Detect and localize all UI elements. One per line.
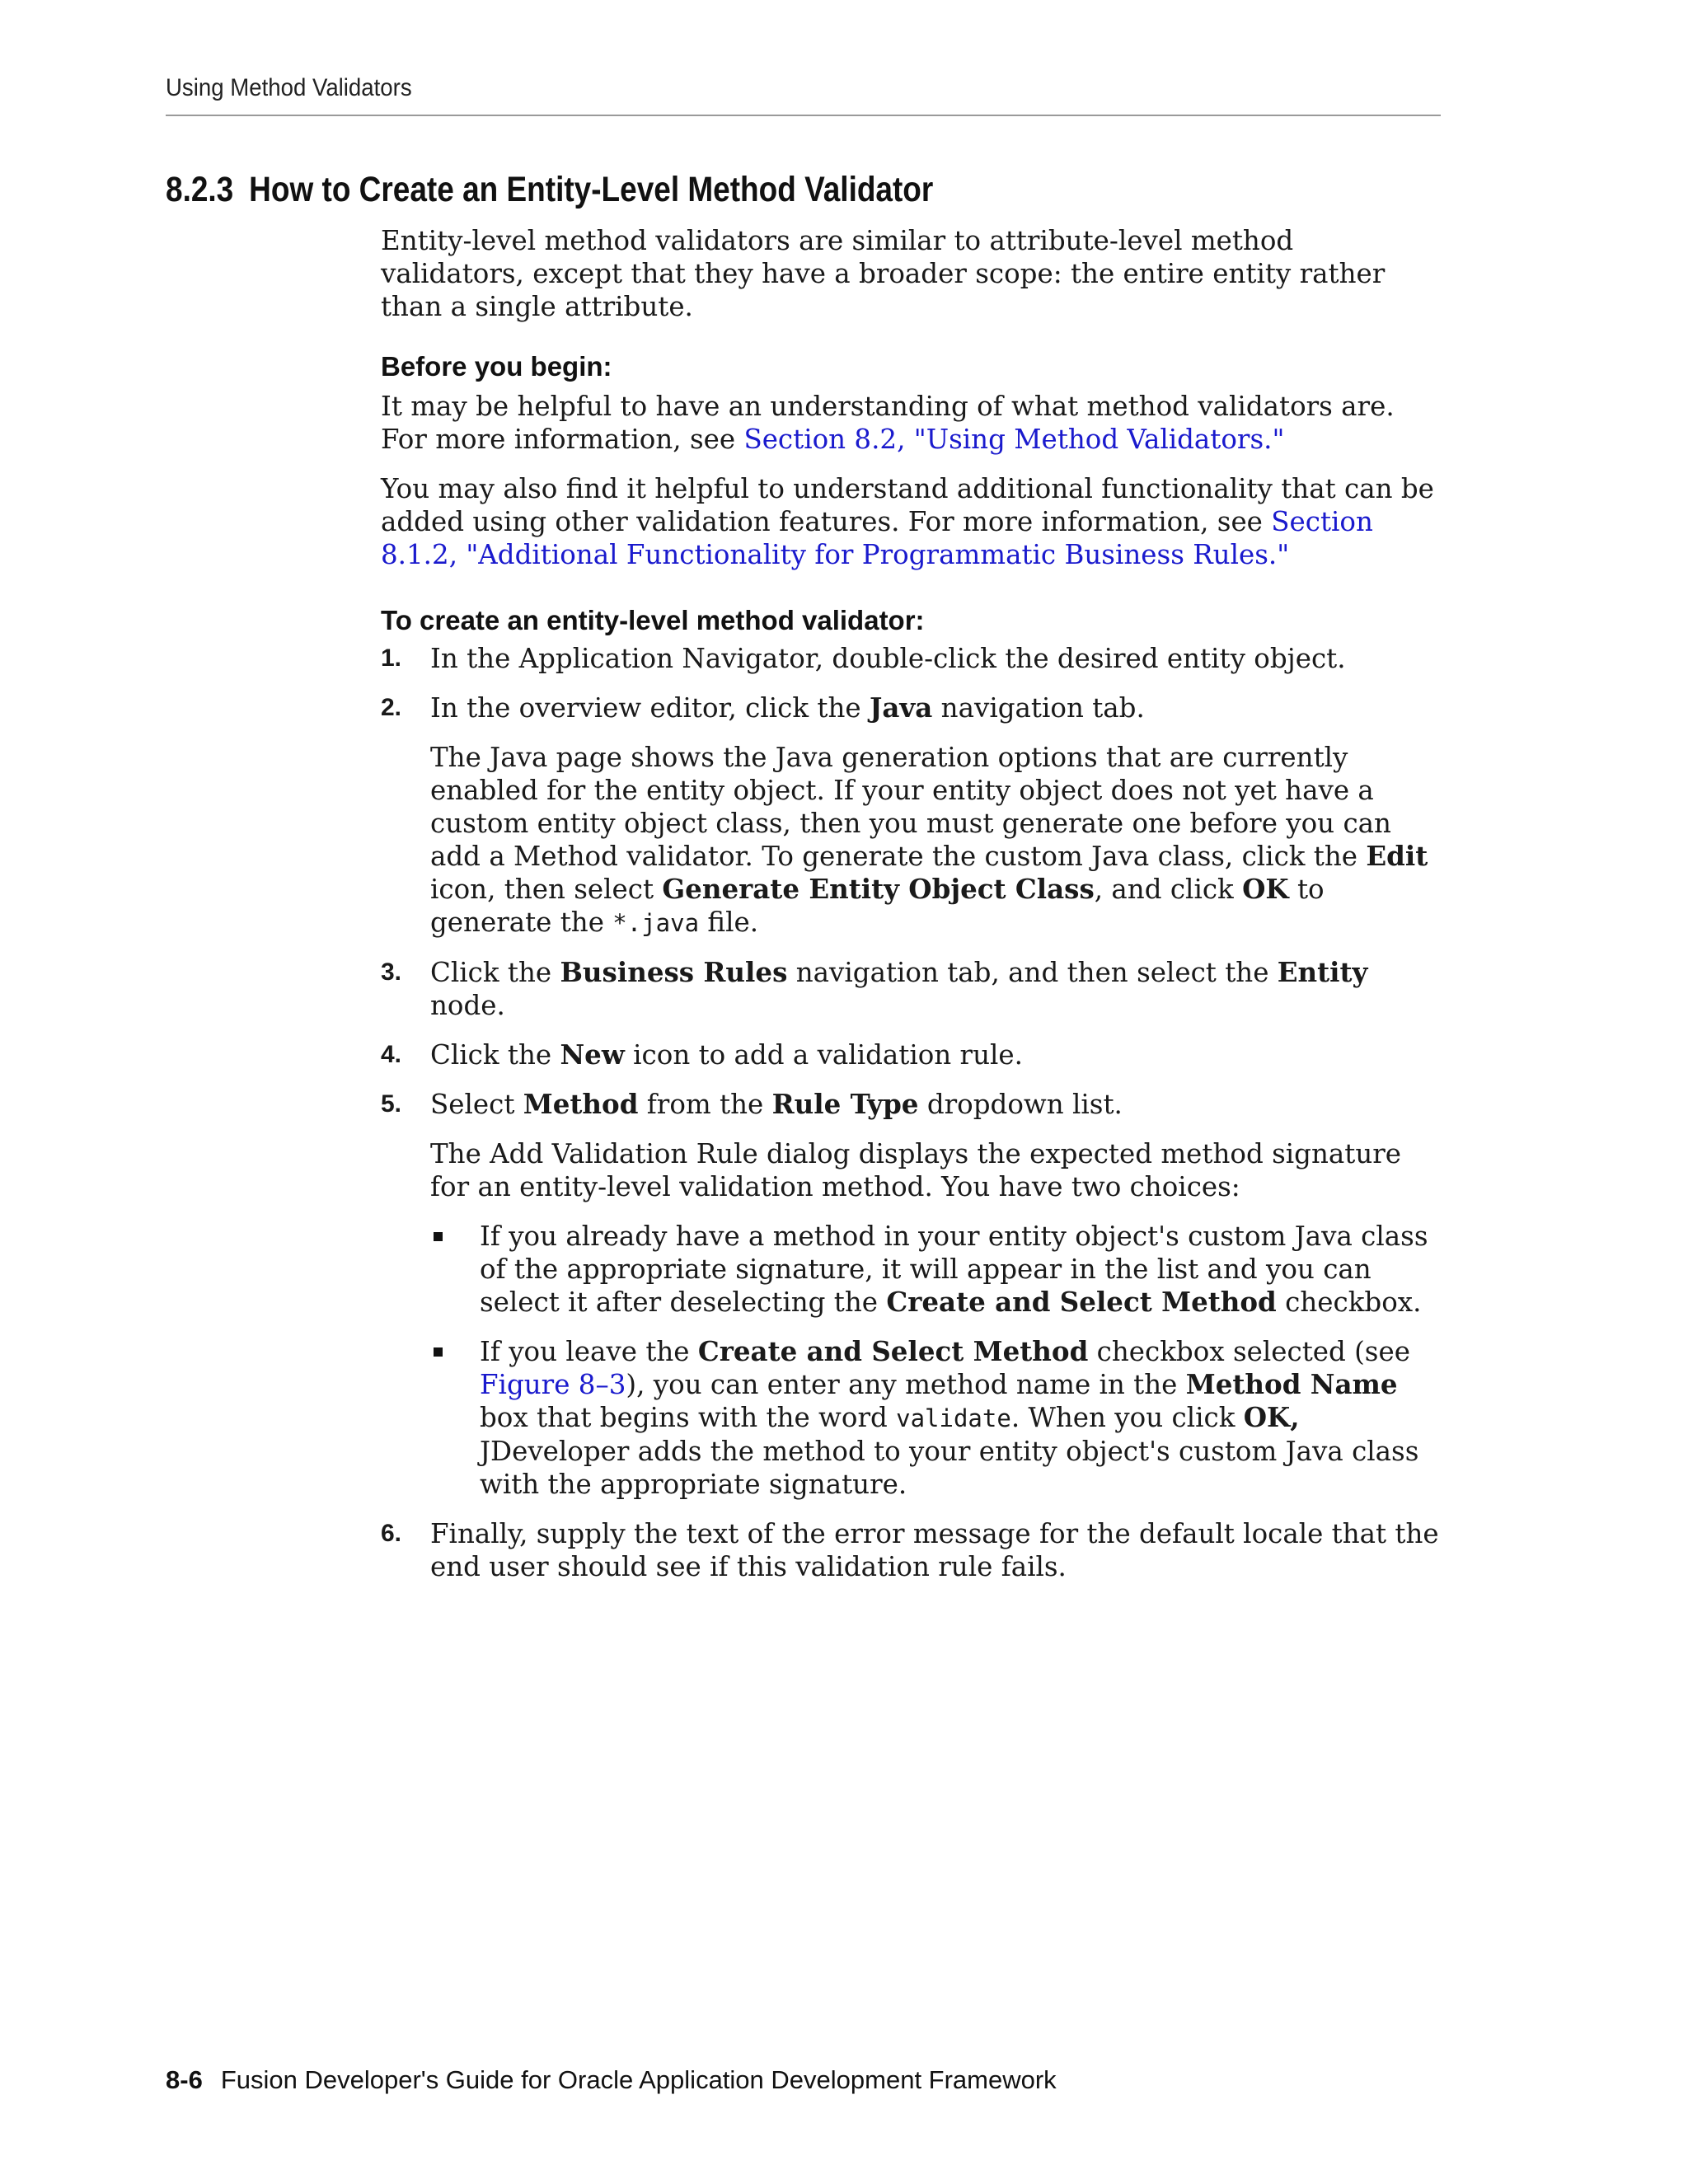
code-java-file: *.java: [612, 909, 700, 937]
text-run: Click the: [430, 957, 560, 988]
running-header: Using Method Validators: [166, 74, 412, 101]
text-run: dropdown list.: [918, 1089, 1123, 1120]
step-text: In the Application Navigator, double-click the desired entity object.: [430, 643, 1346, 674]
step-text: [430, 691, 1444, 724]
before-paragraph-2: [381, 472, 1444, 571]
ui-term-business-rules: Business Rules: [560, 956, 788, 988]
text-run: checkbox.: [1276, 1286, 1422, 1318]
choice-text: [480, 1220, 1444, 1319]
text-run: box that begins with the word: [480, 1402, 897, 1433]
before-you-begin-heading: Before you begin:: [381, 351, 612, 382]
body-column: [381, 224, 1444, 1583]
text-run: Select: [430, 1089, 523, 1120]
link-section-8-1-2[interactable]: Section 8.1.2, "Additional Functionality for Programmatic Business Rules.": [381, 506, 1373, 570]
link-section-8-2[interactable]: Section 8.2, "Using Method Validators.": [743, 424, 1285, 455]
step-number: 1.: [381, 644, 402, 672]
header-rule: [166, 115, 1441, 116]
text-run: Click the: [430, 1039, 560, 1071]
step-4: [381, 1038, 1444, 1071]
page-number: 8-6: [166, 2065, 203, 2094]
procedure-heading: To create an entity-level method validator:: [381, 605, 925, 635]
procedure-steps: [381, 642, 1444, 1583]
section-title: How to Create an Entity-Level Method Validator: [249, 170, 934, 209]
step-3: [381, 956, 1444, 1022]
text-run: , and click: [1094, 874, 1243, 905]
ui-term-ok: OK,: [1243, 1401, 1300, 1433]
step-1: [381, 642, 1444, 675]
text-run: In the overview editor, click the: [430, 692, 870, 724]
step-2: [381, 691, 1444, 940]
text-run: JDeveloper adds the method to your entity object's custom Java class with the appropriate signature.: [480, 1436, 1419, 1500]
choice-item: [430, 1220, 1444, 1319]
step-number: 2.: [381, 694, 402, 721]
code-validate: validate: [896, 1404, 1011, 1432]
page-footer: [166, 2065, 1057, 2095]
text-run: file.: [699, 907, 759, 938]
ui-term-new: New: [560, 1038, 625, 1071]
ui-term-ok: OK: [1242, 873, 1289, 905]
text-run: navigation tab, and then select the: [787, 957, 1278, 988]
text-run: If you leave the: [480, 1336, 698, 1367]
step-5-detail: The Add Validation Rule dialog displays the expected method signature for an entity-level validation method. You have two choices:: [430, 1138, 1402, 1202]
step-6: [381, 1517, 1444, 1583]
ui-term-rule-type: Rule Type: [771, 1088, 919, 1120]
book-title: Fusion Developer's Guide for Oracle Application Development Framework: [220, 2065, 1057, 2094]
before-paragraph-1: [381, 390, 1444, 456]
ui-term-entity: Entity: [1277, 956, 1368, 988]
ui-term-create-and-select-method: Create and Select Method: [886, 1286, 1277, 1318]
bullet-square-icon: [434, 1232, 443, 1241]
step-text: Finally, supply the text of the error message for the default locale that the end user should see if this validation rule fails.: [430, 1518, 1439, 1582]
text-run: to generate the: [430, 874, 1325, 938]
section-number: 8.2.3: [166, 170, 234, 209]
text-run: icon to add a validation rule.: [624, 1039, 1023, 1071]
step-text: [430, 1038, 1444, 1071]
text-run: checkbox selected (see: [1088, 1336, 1410, 1367]
intro-paragraph: Entity-level method validators are similar to attribute-level method validators, except that they have a broader scope: the entire entity rather than a single attribute.: [381, 225, 1386, 322]
step-number: 3.: [381, 958, 402, 986]
ui-term-method: Method: [523, 1088, 639, 1120]
step-number: 5.: [381, 1090, 402, 1118]
ui-term-java: Java: [869, 691, 933, 724]
text-run: icon, then select: [430, 874, 663, 905]
ui-term-generate-entity-object-class: Generate Entity Object Class: [662, 873, 1095, 905]
choice-item: [430, 1335, 1444, 1501]
step-2-detail: [430, 741, 1444, 940]
section-heading: [166, 170, 933, 210]
text-run: . When you click: [1010, 1402, 1244, 1433]
step-number: 4.: [381, 1041, 402, 1068]
ui-term-method-name: Method Name: [1185, 1368, 1398, 1400]
before-p2-text: You may also find it helpful to understand additional functionality that can be added using other validation features. For more information, see: [381, 473, 1434, 537]
text-run: node.: [430, 990, 505, 1021]
link-figure-8-3[interactable]: Figure 8–3: [480, 1369, 626, 1400]
step-text: [430, 1088, 1444, 1121]
text-run: If you already have a method in your entity object's custom Java class of the appropriate signature, it will appear in the list and you can select it after deselecting the: [480, 1221, 1428, 1318]
text-run: from the: [638, 1089, 772, 1120]
choices-list: [430, 1220, 1444, 1501]
ui-term-edit: Edit: [1366, 840, 1428, 872]
text-run: navigation tab.: [932, 692, 1145, 724]
step-text: [430, 956, 1444, 1022]
before-p1-text: It may be helpful to have an understanding of what method validators are. For more information, see: [381, 391, 1395, 455]
choice-text: [480, 1335, 1444, 1501]
ui-term-create-and-select-method: Create and Select Method: [697, 1335, 1089, 1367]
text-run: The Java page shows the Java generation options that are currently enabled for the entity object. If your entity object does not yet have a custom entity object class, then you must generate one before you can add a Method validator. To generate the custom Java class, click the: [430, 742, 1391, 872]
step-5: [381, 1088, 1444, 1501]
text-run: ), you can enter any method name in the: [626, 1369, 1186, 1400]
bullet-square-icon: [434, 1347, 443, 1357]
step-number: 6.: [381, 1520, 402, 1547]
